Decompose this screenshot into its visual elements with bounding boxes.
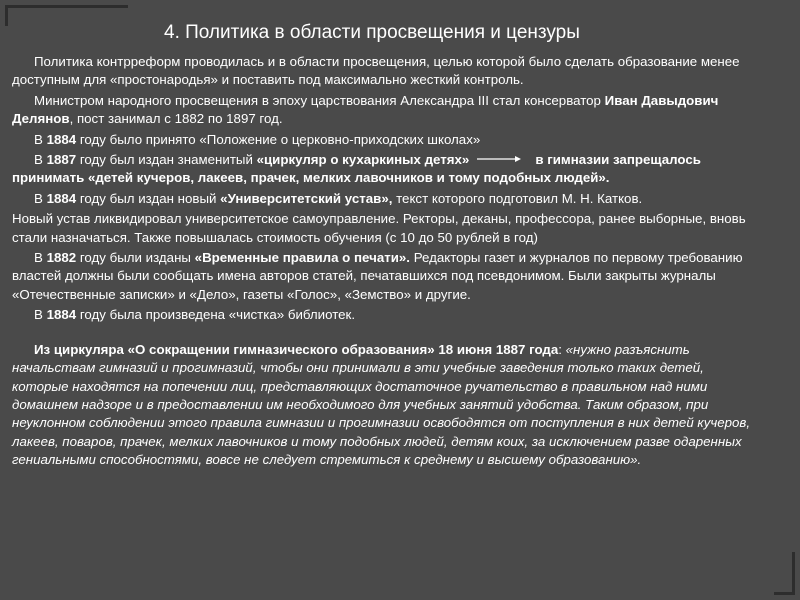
circular-name: «циркуляр о кухаркиных детях»: [256, 152, 470, 168]
paragraph-library-purge: В 1884 году была произведена «чистка» библиотек.: [34, 307, 356, 323]
quote-text: «нужно разъяснить начальствам гимназий и прогимназий, чтобы они принимали в эти учебные заведения только таких детей, которые находятся на попечении лиц, представляющих достаточное ручательство в правильном над ними домашнем надзоре и в предоставлении им необходимого для учебных занятий удобства. Таким образом, при неуклонном соблюдении этого правила гимназии и прогимназии освободятся от поступления в них детей кучеров, лакеев, поваров, прачек, мелких лавочников и тому подобных людей, детям коих, за исключением разве одаренных гениальными способностями, вовсе не следует стремиться к среднему и высшему образованию».: [12, 341, 751, 468]
statute-name: «Университетский устав»,: [220, 190, 393, 206]
paragraph-cooks-children: В 1887 году был издан знаменитый «циркуляр о кухаркиных детях» в гимназии запрещалось принимать «детей кучеров, лакеев, прачек, мелких лавочников и тому подобных людей».: [12, 152, 701, 186]
year-1884-statute: 1884: [46, 190, 77, 206]
arrow-right-icon: [477, 156, 521, 162]
slide-title: 4. Политика в области просвещения и цензуры: [164, 22, 580, 43]
year-1884-purge: 1884: [46, 307, 77, 323]
year-1887: 1887: [46, 152, 77, 168]
paragraph-minister: Министром народного просвещения в эпоху царствования Александра III стал консерватор Иван Давыдович Делянов, пост занимал с 1882 по 1897 год.: [12, 92, 719, 127]
quote-circular-1887: Из циркуляра «О сокращении гимназического образования» 18 июня 1887 года: «нужно разъяснить начальствам гимназий и прогимназий, чтобы они принимали в эти учебные заведения только таких детей, которые находятся на попечении лиц, представляющих достаточное ручательство в правильном над ними домашнем надзоре и в предоставлении им необходимого для учебных занятий удобства. Таким образом, при неуклонном соблюдении этого правила гимназии и прогимназии освободятся от поступления в них детей кучеров, лакеев, поваров, прачек, мелких лавочников и тому подобных людей, детям коих, за исключением разве одаренных гениальными способностями, вовсе не следует стремиться к среднему и высшему образованию».: [12, 341, 751, 468]
decorative-corner-bottom-right: [774, 552, 795, 595]
circular-result: в гимназии запрещалось принимать «детей кучеров, лакеев, прачек, мелких лавочников и тому подобных людей».: [12, 152, 701, 186]
paragraph-university-statute: В 1884 году был издан новый «Университетский устав», текст которого подготовил М. Н. Катков.: [34, 190, 643, 206]
press-rules-name: «Временные правила о печати».: [194, 250, 410, 266]
year-1882: 1882: [46, 250, 77, 266]
quote-lead: Из циркуляра «О сокращении гимназического образования» 18 июня 1887 года: [34, 341, 559, 357]
year-1884: 1884: [46, 131, 77, 147]
minister-name: Иван Давыдович Делянов: [12, 92, 719, 127]
slide-body: [12, 53, 754, 472]
paragraph-parish-schools: В 1884 году было принято «Положение о церковно-приходских школах»: [34, 131, 481, 147]
paragraph-press-rules: В 1882 году были изданы «Временные правила о печати». Редакторы газет и журналов по первому требованию властей должны были сообщать имена авторов статей, печатавшихся под псевдонимом. Были закрыты журналы «Отечественные записки» и «Дело», газеты «Голос», «Земство» и другие.: [12, 250, 743, 302]
decorative-corner-top-left: [5, 5, 128, 26]
paragraph-contrreform: Политика контрреформ проводилась и в области просвещения, целью которой было сделать образование менее доступным для «простонародья» и поставить под максимально жесткий контроль.: [12, 54, 740, 88]
paragraph-statute-details: Новый устав ликвидировал университетское самоуправление. Ректоры, деканы, профессора, ранее выборные, вновь стали назначаться. Также повышалась стоимость обучения (с 10 до 50 рублей в год): [12, 211, 746, 245]
